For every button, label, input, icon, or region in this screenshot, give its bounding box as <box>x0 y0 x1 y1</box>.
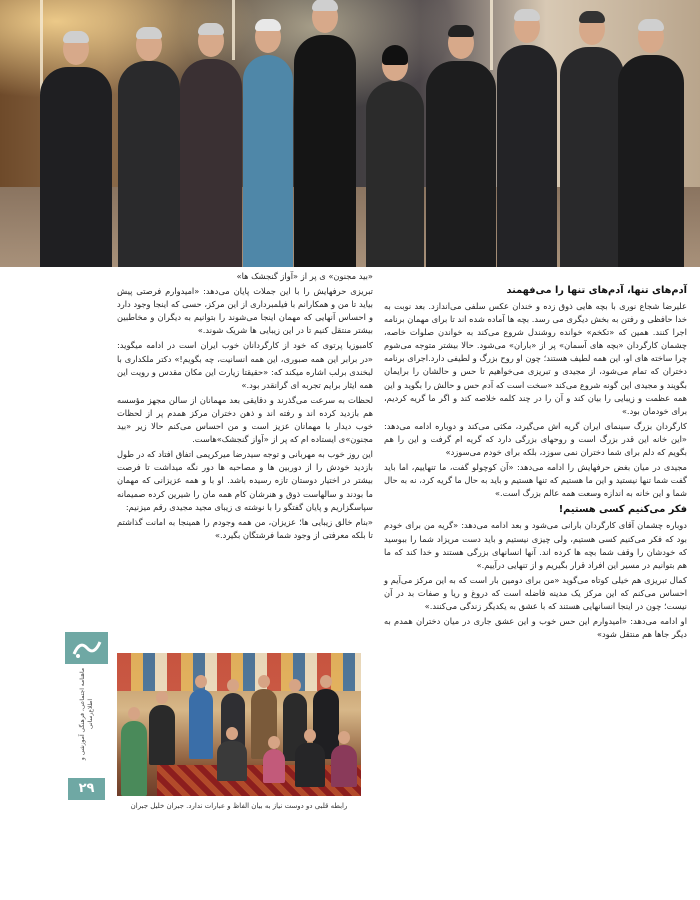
photo-person <box>426 61 496 267</box>
photo-person <box>366 81 424 267</box>
article-paragraph: دوباره چشمان آقای کارگردان بارانی می‌شود و بعد ادامه می‌دهد: «گریه من برای خودم بود که فکر می‌کنیم کسی هستیم، ولی چیزی نیستیم و باید دست مریزاد شما را ببوسید که خودشان را وقف شما بچه ها کرده اند. آنها انسانهای بزرگی هستند و خدا کند که ما هم بتوانیم در مسیر این افراد قرار بگیریم و از تنهایی درآییم.» <box>384 520 687 570</box>
article-paragraph: او ادامه می‌دهد: «امیدوارم این حس خوب و این عشق جاری در میان دختران همدم به دیگر جاها هم منتقل شود» <box>384 616 687 640</box>
article-paragraph: لحظات به سرعت می‌گذرند و دقایقی بعد مهمانان از سالن مجهز مؤسسه هم بازدید کرده اند و رفته اند و ذهن دختران مرکز همدم پر از لحظات خوب دیدار با مهمانان عزیز است و من احساس می‌کنم حالا زیر «بید مجنون»ی ایستاده ام که پر از «آواز گنجشک»هاست. <box>117 394 373 445</box>
magazine-logo <box>65 632 108 664</box>
article-right-column <box>384 284 687 643</box>
photo-person <box>331 745 357 787</box>
article-paragraph: علیرضا شجاع نوری با بچه هایی ذوق زده و خندان عکس سلفی می‌اندازد. بعد نوبت به خدا حافظی و رفتن به بخش دیگری می رسد. بچه ها آماده شده اند تا برای مهمان برنامه اجرا کنند. همین که «تکخم» خوانده روشندل شروع می‌کند به خواندن صلوات خاصه، چشمان کارگردان «بچه های آسمان» پر از «باران» می‌شود. حالا بیشتر متوجه می‌شوم چرا ساخته های او، این همه لطیف هستند؛ چون او روح بزرگ و لطیفی دارد.اجرای برنامه دختران که تمام می‌شود، از مجیدی و تبریزی می‌خواهیم تا حس و حالشان را برایمان بگویند و مجیدی این گونه شروع می‌کند «سخت است که آدم حس و حالش را بگوید و این همه عظمت و زیبایی را بیان کند و آن را در چند کلمه خلاصه کند و اگر ما گریه کردیم، برای خودمان بود.» <box>384 301 687 416</box>
photo-person <box>217 741 247 781</box>
photo-person <box>560 47 624 267</box>
section-heading: فکر می‌کنیم کسی هستیم! <box>558 504 687 516</box>
article-paragraph: «بنام خالق زیبایی ها؛ عزیزان، من همه وجودم را همینجا به امانت گذاشتم تا بلکه معرفتی از وجود شما فرشتگان بگیرد.» <box>117 516 373 540</box>
photo-person <box>294 35 356 267</box>
inset-group-photo <box>117 653 361 796</box>
page-number: ۲۹ <box>68 778 105 800</box>
article-paragraph: کارگردان بزرگ سینمای ایران گریه اش می‌گیرد، مکثی می‌کند و دوباره ادامه می‌دهد: «این خانه این قدر بزرگ است و روحهای بزرگی دارد که گریه ام گرفت و این را هم بگویم که دلم برای شما دختران نمی سوزد، بلکه برای خودم می‌سوزد» <box>384 420 687 458</box>
article-paragraph: تبریزی حرفهایش را با این جملات پایان می‌دهد: «امیدوارم فرصتی پیش بیاید تا من و همکارانم با فیلمبرداری از این مرکز، حسی که اینجا وجود دارد و احساس آنهایی که مهمان اینجا می‌شوند را بتوانیم به دیگران و مخاطبین بیشتر منتقل کنیم تا در این زیبایی ها شریک شوند.» <box>117 286 373 336</box>
logo-icon <box>70 636 104 660</box>
photo-person <box>618 55 684 267</box>
article-paragraph: «بید مجنون» ی پر از «آواز گنجشک ها» <box>236 271 373 281</box>
side-text-wrap <box>65 666 108 774</box>
photo-person <box>189 689 213 759</box>
photo-person <box>118 61 180 267</box>
magazine-tagline: ماهنامه اجتماعی، فرهنگی آموزشی و اطلاع‌رسانی <box>79 667 94 761</box>
light-pole <box>490 0 493 70</box>
photo-caption: رابطه قلبی دو دوست نیاز به بیان الفاظ و عبارات ندارد. جبران خلیل جبران <box>130 802 348 810</box>
photo-person <box>263 749 285 783</box>
top-group-photo <box>0 0 700 267</box>
article-paragraph: کمال تبریزی هم خیلی کوتاه می‌گوید «من برای دومین بار است که به این مرکز می‌آیم و احساس می‌کنم که این مرکز یک مدینه فاضله است که دروغ و ریا و صفات بد در آن نیست؛ چون در اینجا انسانهایی هستند که با عشق به یکدیگر زندگی می‌کنند.» <box>384 574 687 611</box>
photo-person <box>295 743 325 787</box>
photo-person <box>121 721 147 796</box>
article-paragraph: این روز خوب به مهربانی و توجه سیدرضا میرکریمی اتفاق افتاد که در طول بازدید خودش را از دوربین ها و مصاحبه ها دور نگه میداشت تا فرصت بیشتر در اختیار دوستان تازه رسیده باشد. او با و همه عزیزانی که مهمان ما بودند و سالهاست ذوق و هنرشان کام همه مان را شیرین کرده صمیمانه سپاسگزاریم و پایان گفتگو را با نوشته ی زیبای مجید مجیدی رقم میزنیم: <box>117 449 373 512</box>
side-strip <box>65 632 108 800</box>
light-pole <box>232 0 235 60</box>
article-paragraph: کامبوزیا پرتوی که خود از کارگردانان خوب ایران است در ادامه میگوید: «در برابر این همه صبوری، این همه انسانیت، چه بگویم!» دکتر ملکداری با لبخندی برلب اشاره میکند که: «حقیقتا زیارت این مکان مقدس و رویت این همه ایثار برایم تجربه ای گرانقدر بود.» <box>117 340 373 390</box>
photo-person <box>149 705 175 765</box>
section-heading: آدم‌های تنها، آدم‌های تنها را می‌فهمند <box>506 285 687 296</box>
article-paragraph: مجیدی در میان بغض حرفهایش را ادامه می‌دهد: «آن کوچولو گفت، ما تنهاییم، اما باید گفت شما تنها نیستید و این ما هستیم که تنها هستیم و باید به حال ما گریه کرد، نه به حال شما و این خانه به اندازه وسعت همه عالم بزرگ است.» <box>384 462 687 499</box>
photo-person <box>180 59 242 267</box>
photo-person <box>40 67 112 267</box>
photo-person <box>243 55 293 267</box>
photo-person <box>497 45 557 267</box>
article-left-column <box>117 270 373 544</box>
